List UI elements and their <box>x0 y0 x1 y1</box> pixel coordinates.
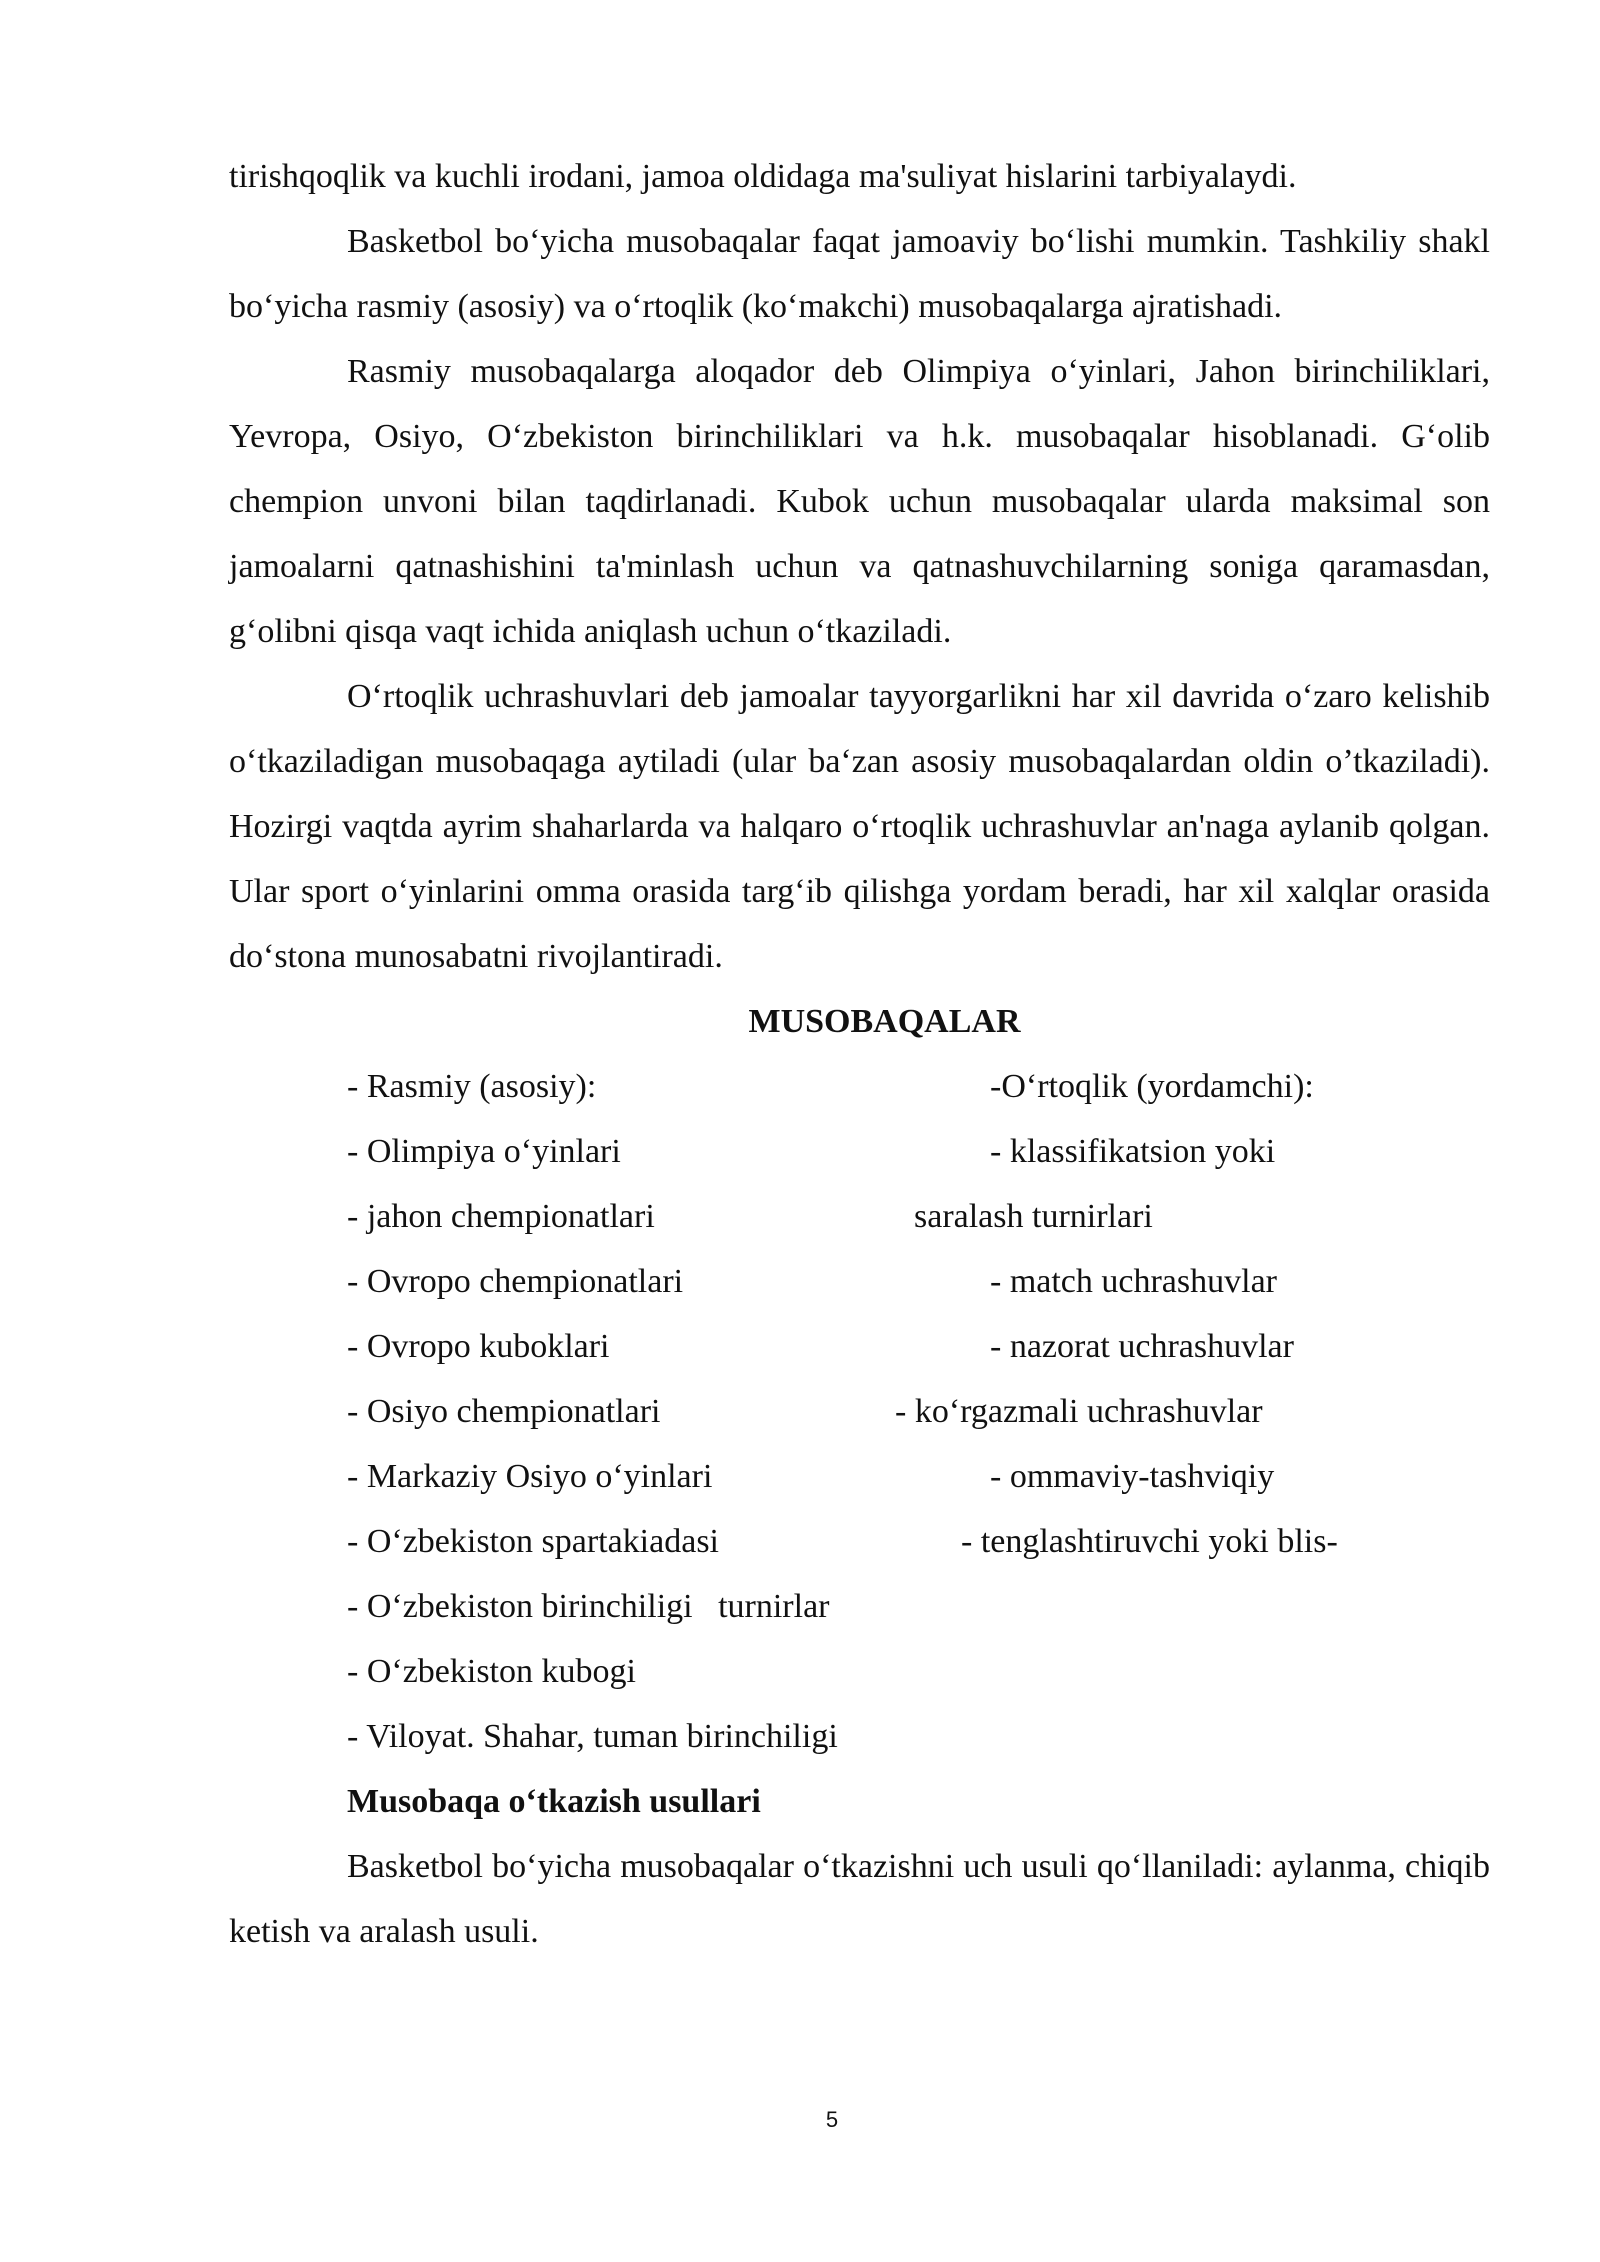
list-item-left: - Ovropo kuboklari <box>347 1328 610 1365</box>
paragraph-rasmiy-musobaqalar: Rasmiy musobaqalarga aloqador deb Olimpiya o‘yinlari, Jahon birinchiliklari, Yevropa, Osiyo, O‘zbekiston birinchiliklari va h.k. musobaqalar hisoblanadi. G‘olib chempion unvoni bilan taqdirlanadi. Kubok uchun musobaqalar ularda maksimal son jamoalarni qatnashishini ta'minlash uchun va qatnashuvchilarning soniga qaramasdan, g‘olibni qisqa vaqt ichida aniqlash uchun o‘tkaziladi. <box>229 353 1490 650</box>
paragraph-usullar: Basketbol bo‘yicha musobaqalar o‘tkazishni uch usuli qo‘llaniladi: aylanma, chiqib ketish va aralash usuli. <box>229 1848 1490 1950</box>
list-item-right: - klassifikatsion yoki <box>990 1133 1276 1170</box>
list-item-left: - Rasmiy (asosiy): <box>347 1068 597 1105</box>
list-item-left: - Viloyat. Shahar, tuman birinchiligi <box>347 1718 838 1755</box>
list-item-left: - O‘zbekiston spartakiadasi <box>347 1523 719 1560</box>
competition-types-list <box>229 1054 1490 1769</box>
list-item-left: - Markaziy Osiyo o‘yinlari <box>347 1458 713 1495</box>
page-number: 5 <box>825 2107 839 2132</box>
list-item-left: - O‘zbekiston birinchiligi turnirlar <box>347 1588 830 1625</box>
list-item-right: - ko‘rgazmali uchrashuvlar <box>895 1393 1263 1430</box>
body-text <box>229 144 1490 1964</box>
list-item-right: - nazorat uchrashuvlar <box>990 1328 1294 1365</box>
section-heading-usullar: Musobaqa o‘tkazish usullari <box>347 1783 761 1820</box>
paragraph-continuation: tirishqoqlik va kuchli irodani, jamoa oldidaga ma'suliyat hislarini tarbiyalaydi. <box>229 158 1297 195</box>
list-item-right: - tenglashtiruvchi yoki blis- <box>961 1523 1338 1560</box>
list-item-right: saralash turnirlari <box>914 1198 1153 1235</box>
list-item-right: - ommaviy-tashviqiy <box>990 1458 1275 1495</box>
list-item-left: - jahon chempionatlari <box>347 1198 655 1235</box>
paragraph-basketbol-musobaqalar: Basketbol bo‘yicha musobaqalar faqat jamoaviy bo‘lishi mumkin. Tashkiliy shakl bo‘yicha rasmiy (asosiy) va o‘rtoqlik (ko‘makchi) musobaqalarga ajratishadi. <box>229 223 1490 325</box>
list-item-left: - Osiyo chempionatlari <box>347 1393 661 1430</box>
section-heading-musobaqalar: MUSOBAQALAR <box>748 1003 1021 1040</box>
list-item-right: -O‘rtoqlik (yordamchi): <box>990 1068 1314 1105</box>
list-item-left: - Ovropo chempionatlari <box>347 1263 684 1300</box>
paragraph-ortoqlik-uchrashuvlari: O‘rtoqlik uchrashuvlari deb jamoalar tayyorgarlikni har xil davrida o‘zaro kelishib o‘tkaziladigan musobaqaga aytiladi (ular ba‘zan asosiy musobaqalardan oldin o’tkaziladi). Hozirgi vaqtda ayrim shaharlarda va halqaro o‘rtoqlik uchrashuvlar an'naga aylanib qolgan. Ular sport o‘yinlarini omma orasida targ‘ib qilishga yordam beradi, har xil xalqlar orasida do‘stona munosabatni rivojlantiradi. <box>229 678 1490 975</box>
list-item-left: - Olimpiya o‘yinlari <box>347 1133 621 1170</box>
list-item-right: - match uchrashuvlar <box>990 1263 1277 1300</box>
list-item-left: - O‘zbekiston kubogi <box>347 1653 636 1690</box>
